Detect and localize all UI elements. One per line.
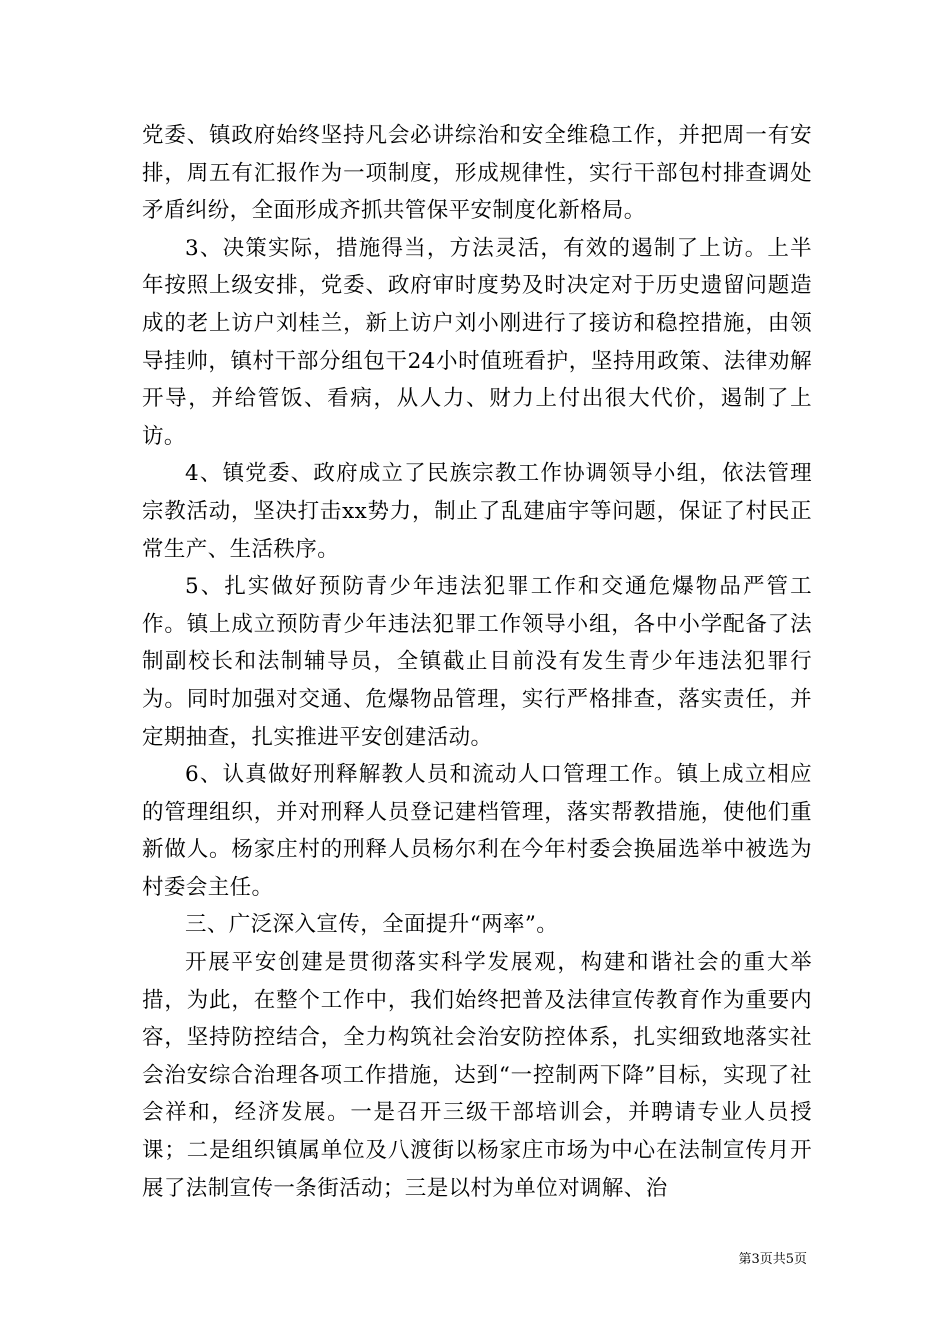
section-heading: 三、广泛深入宣传，全面提升“两率”。 — [185, 912, 559, 938]
paragraph-6: 开展平安创建是贯彻落实科学发展观，构建和谐社会的重大举措，为此，在整个工作中，我们始终把普及法律宣传教育作为重要内容，坚持防控结合，全力构筑社会治安防控体系，扎实细致地落实社会治安综合治理各项工作措施，达到“一控制两下降”目标，实现了社会祥和，经济发展。一是召开三级干部培训会，并聘请专业人员授课；二是组织镇属单位及八渡街以杨家庄市场为中心在法制宣传月开展了法制宣传一条街活动；三是以村为单位对调解、治 — [142, 950, 812, 1201]
paragraph-4: 5、扎实做好预防青少年违法犯罪工作和交通危爆物品严管工作。镇上成立预防青少年违法犯罪工作领导小组，各中小学配备了法制副校长和法制辅导员，全镇截止目前没有发生青少年违法犯罪行为。同时加强对交通、危爆物品管理，实行严格排查，落实责任，并定期抽查，扎实推进平安创建活动。 — [142, 574, 812, 750]
paragraph-1: 党委、镇政府始终坚持凡会必讲综治和安全维稳工作，并把周一有安排，周五有汇报作为一项制度，形成规律性，实行干部包村排查调处矛盾纠纷，全面形成齐抓共管保平安制度化新格局。 — [142, 123, 812, 224]
paragraph-2: 3、决策实际，措施得当，方法灵活，有效的遏制了上访。上半年按照上级安排，党委、政府审时度势及时决定对于历史遗留问题造成的老上访户刘桂兰，新上访户刘小刚进行了接访和稳控措施，由领导挂帅，镇村干部分组包干24小时值班看护，坚持用政策、法律劝解开导，并给管饭、看病，从人力、财力上付出很大代价，遏制了上访。 — [142, 235, 812, 449]
paragraph-5: 6、认真做好刑释解教人员和流动人口管理工作。镇上成立相应的管理组织，并对刑释人员登记建档管理，落实帮教措施，使他们重新做人。杨家庄村的刑释人员杨尔利在今年村委会换届选举中被选为村委会主任。 — [142, 762, 812, 900]
page-number — [738, 1248, 807, 1267]
paragraph-3: 4、镇党委、政府成立了民族宗教工作协调领导小组，依法管理宗教活动，坚决打击xx势力，制止了乱建庙宇等问题，保证了村民正常生产、生活秩序。 — [142, 461, 812, 562]
document-body — [142, 117, 812, 1207]
page-number-label: 第3页共5页 — [738, 1252, 807, 1267]
